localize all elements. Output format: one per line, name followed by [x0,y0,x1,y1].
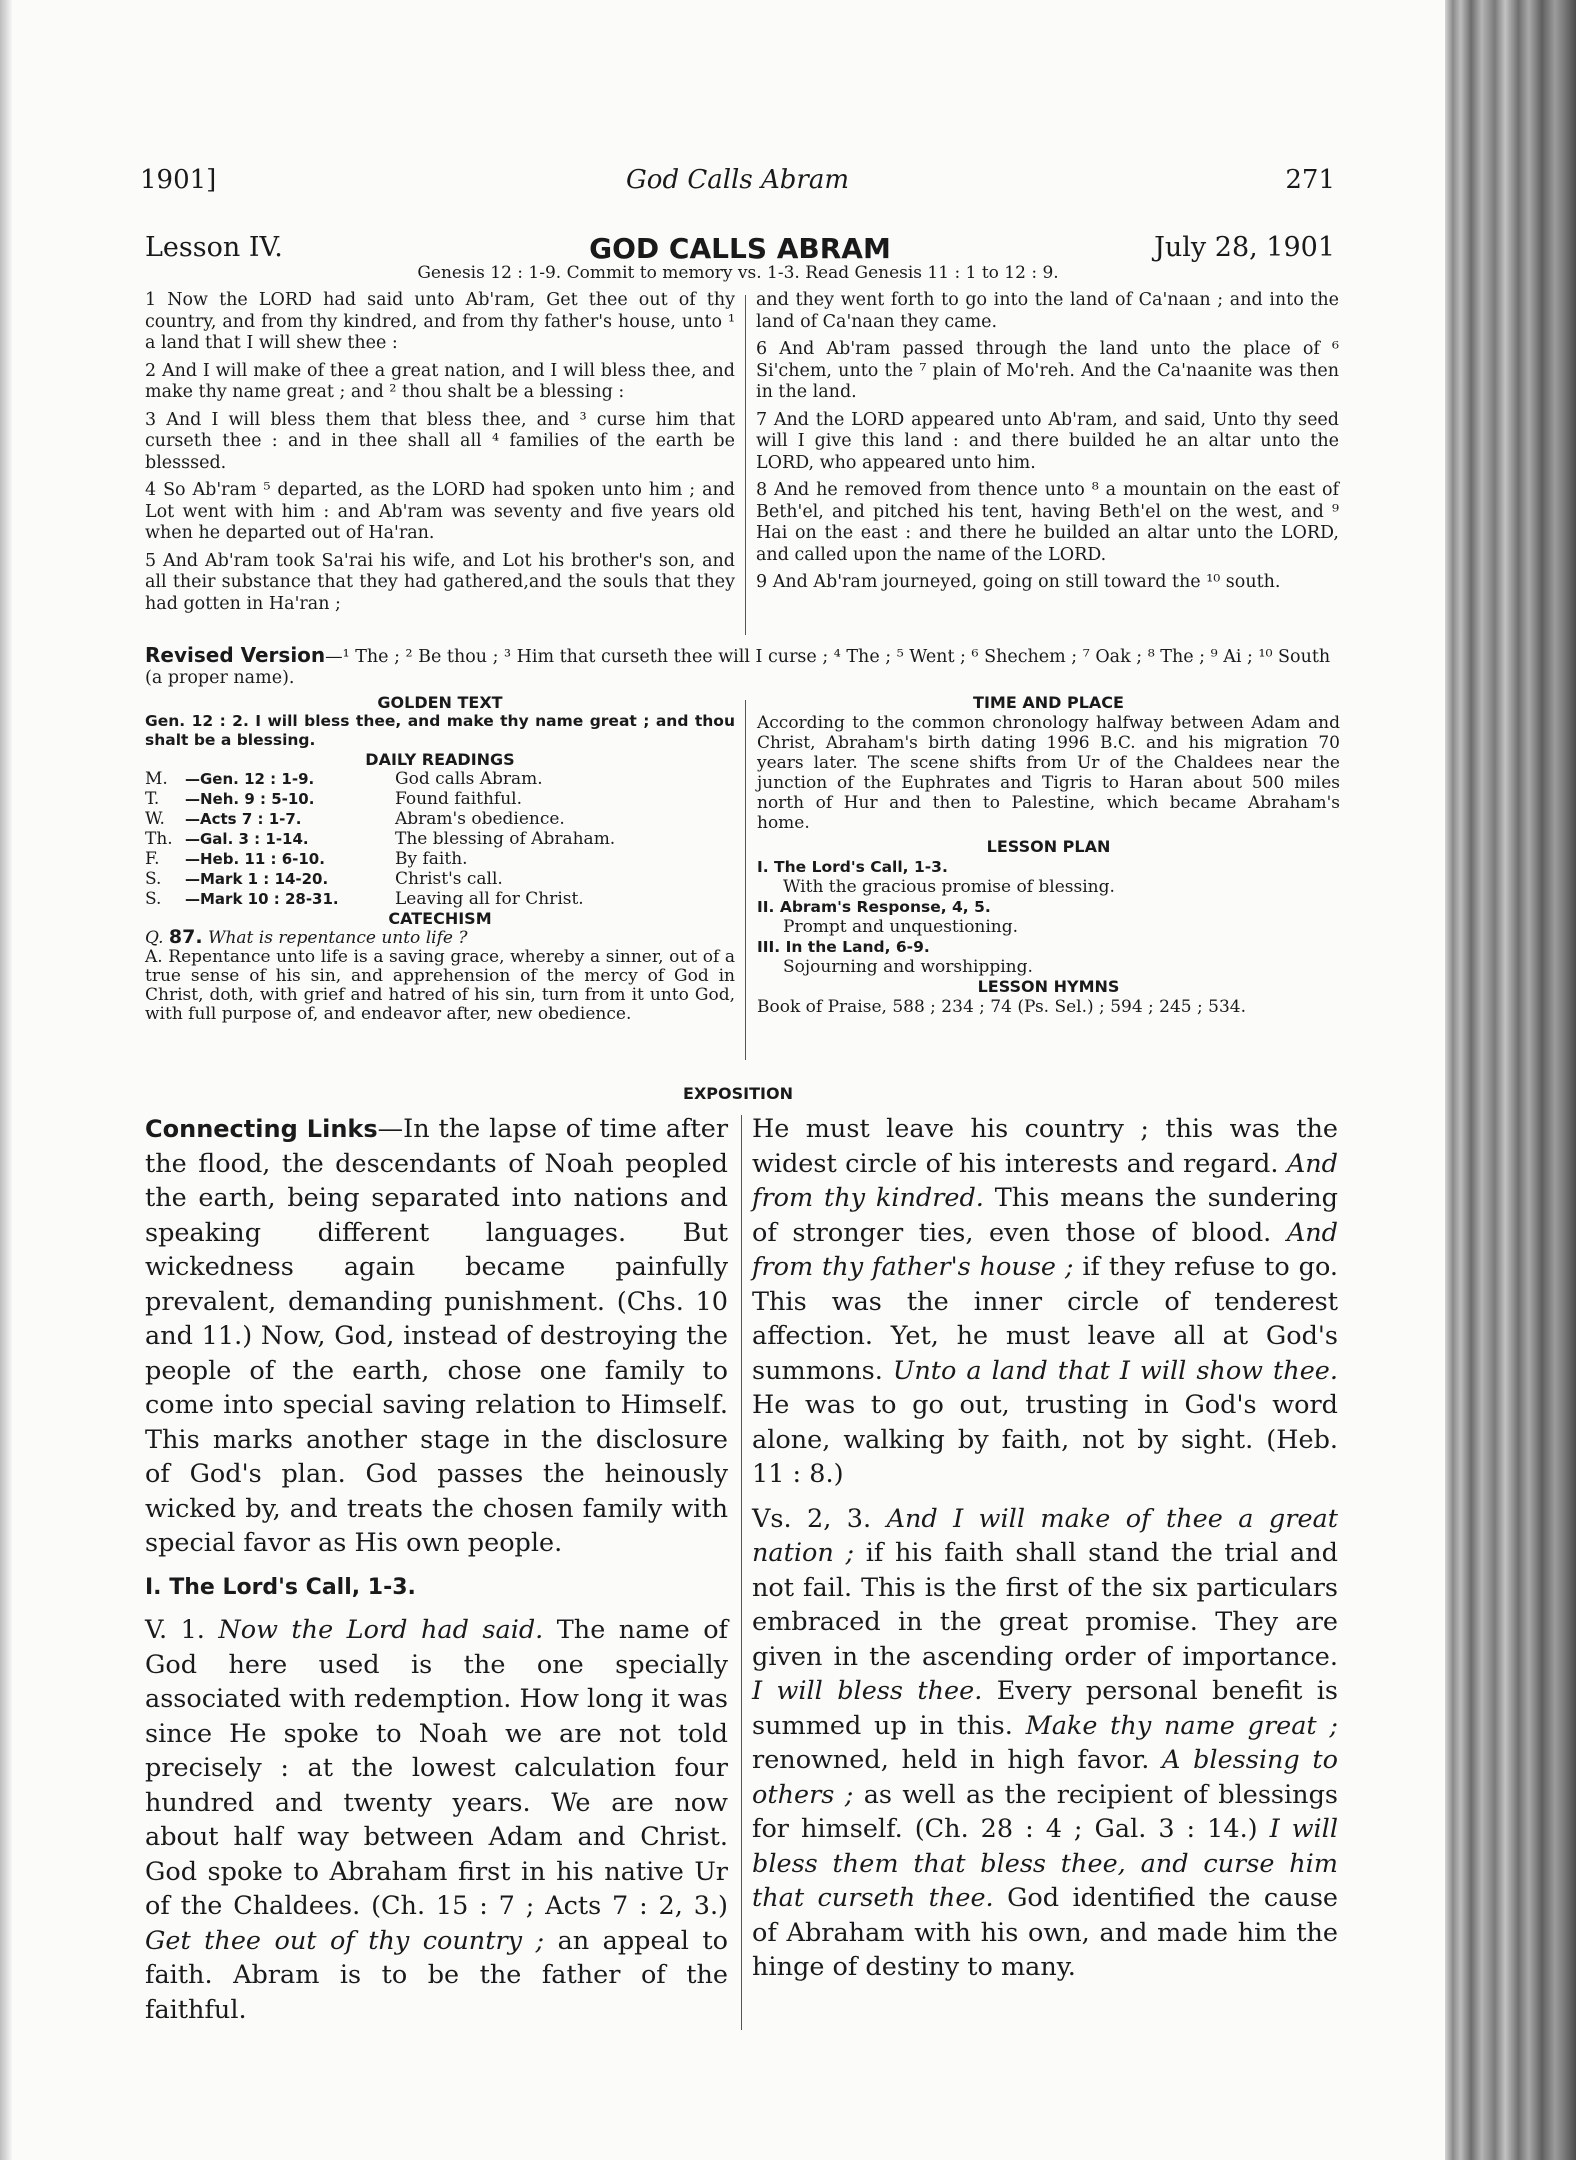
question-number: 87. [168,926,203,948]
lesson-number: Lesson IV. [145,232,283,263]
verse-lead: V. 1. [145,1615,205,1645]
catechism-heading: CATECHISM [388,909,492,928]
lesson-hymns-text: Book of Praise, 588 ; 234 ; 74 (Ps. Sel.) ; 594 ; 245 ; 534. [757,997,1247,1017]
commentary-text: if they refuse to go. This was the inner circle of tenderest affection. Yet, he must leave all at God's summons. [752,1252,1338,1386]
reading-day: S. [145,869,162,889]
lesson-date: July 28, 1901 [1154,232,1335,263]
column-divider [741,1115,742,2030]
reading-title: Christ's call. [395,869,503,889]
verse-quote: Make thy name great ; [1025,1710,1339,1741]
reading-title: Leaving all for Christ. [395,889,584,909]
scripture-verse: 3 And I will bless them that bless thee, and ³ curse him that curseth thee : and in thee shall all ⁴ families of the earth be blesssed. [145,409,735,473]
verse-lead: Vs. 2, 3. [752,1503,872,1534]
connecting-links-title: Connecting Links [145,1115,378,1143]
scripture-left-column [145,290,735,621]
exposition-heading: EXPOSITION [683,1084,793,1103]
table-row [145,889,615,909]
gutter-shadow [0,0,12,2160]
header-year: 1901] [140,165,217,195]
table-row [145,869,615,889]
commentary-text: This means the sundering of stronger ties, even those of blood. [752,1183,1339,1248]
reading-day: S. [145,889,162,909]
exposition-right-column [752,1112,1338,1995]
commentary-text: God identified the cause of Abraham with his own, and made him the hinge of destiny to many. [752,1883,1338,1982]
commentary-text: He must leave his country ; this was the widest circle of his interests and regard. [752,1114,1338,1179]
time-place-heading: TIME AND PLACE [973,693,1124,712]
reading-ref: —Gal. 3 : 1-14. [185,830,309,848]
question-text: What is repentance unto life ? [207,928,468,948]
commentary-text: if his faith shall stand the trial and not fail. This is the first of the six particulars embraced in the great promise. They are given in the ascending order of importance. [752,1538,1338,1672]
scripture-verse: 1 Now the LORD had said unto Ab'ram, Get thee out of thy country, and from thy kindred, and from thy father's house, unto ¹ a land that I will shew thee : [145,290,735,353]
daily-readings-table [145,769,615,909]
reading-day: T. [145,789,160,809]
verse-commentary [752,1112,1338,1492]
time-place-text: According to the common chronology halfway between Adam and Christ, Abraham's birth dating 1996 B.C. and his migration 70 years later. The scene shifts from Ur of the Chaldees near the junction of the Euphrates and Tigris to Haran about 500 miles north of Hur and then to Palestine, which became Abraham's home. [757,713,1340,833]
commentary-text: an appeal to faith. Abram is to be the father of the faithful. [145,1925,728,2025]
revised-version-notes [145,645,1340,689]
question-label: Q. [145,928,164,948]
reading-title: Found faithful. [395,789,523,809]
reading-title: By faith. [395,849,468,869]
verse-commentary [145,1613,728,2027]
reading-title: Abram's obedience. [395,809,565,829]
revised-version-label: Revised Version [145,643,326,667]
reading-title: The blessing of Abraham. [395,829,616,849]
exposition-left-column [145,1112,728,2037]
lesson-plan-sub: Sojourning and worshipping. [783,957,1033,977]
scripture-verse: 4 So Ab'ram ⁵ departed, as the LORD had spoken unto him ; and Lot went with him : and Ab'ram was seventy and five years old when he departed out of Ha'ran. [145,480,735,543]
golden-text: Gen. 12 : 2. I will bless thee, and make thy name great ; and thou shalt be a blessing. [145,712,735,749]
lesson-plan-sub: Prompt and unquestioning. [783,917,1019,937]
scripture-verse: 9 And Ab'ram journeyed, going on still toward the ¹⁰ south. [756,572,1281,592]
verse-quote: I will bless thee. [752,1676,983,1706]
connecting-links-text: —In the lapse of time after the flood, the descendants of Noah peopled the earth, being separated into nations and speaking different languages. But wickedness again became painfully prevalent, demanding punishment. (Chs. 10 and 11.) Now, God, instead of destroying the people of the earth, chose one family to come into special saving relation to Himself. This marks another stage in the disclosure of God's plan. God passes the heinously wicked by, and treats the chosen family with special favor as His own people. [145,1114,729,1558]
reading-title: God calls Abram. [395,769,543,789]
verse-quote: And I will make of thee a great nation ; [752,1503,1338,1568]
daily-readings-heading: DAILY READINGS [365,750,515,769]
table-row [145,829,615,849]
scripture-verse: and they went forth to go into the land of Ca'naan ; and into the land of Ca'naan they came. [756,290,1339,332]
reading-day: W. [145,809,165,829]
table-row [145,769,615,789]
section-heading: I. The Lord's Call, 1-3. [145,1574,416,1600]
time-and-place-box [757,693,1340,1021]
lesson-hymns-heading: LESSON HYMNS [977,977,1120,996]
lesson-plan-item: II. Abram's Response, 4, 5. [757,898,991,916]
golden-text-box [145,693,735,1024]
column-divider [745,295,746,635]
page-number: 271 [1285,165,1335,195]
lesson-title: GOD CALLS ABRAM [589,232,891,265]
lesson-plan-sub: With the gracious promise of blessing. [783,877,1115,897]
reading-day: M. [145,769,168,789]
scripture-right-column [756,290,1339,600]
header-title: God Calls Abram [626,165,849,195]
reading-ref: —Gen. 12 : 1-9. [185,770,315,788]
reading-ref: —Mark 1 : 14-20. [185,870,329,888]
verse-quote: A blessing to others ; [752,1745,1339,1810]
verse-quote: Unto a land that I will show thee. [892,1355,1338,1386]
connecting-links-paragraph [145,1112,728,1561]
lesson-plan-item: I. The Lord's Call, 1-3. [757,858,948,876]
running-header [140,165,1335,205]
verse-quote: And from thy father's house ; [752,1217,1338,1282]
page-edges [1445,0,1576,2160]
commentary-text: The name of God here used is the one specially associated with redemption. How long it was since He spoke to Noah we are not told precisely : at the lowest calculation four hundred and twenty years. We are now about half way between Adam and Christ. God spoke to Abraham first in his native Ur of the Chaldees. (Ch. 15 : 7 ; Acts 7 : 2, 3.) [145,1615,728,1921]
scripture-verse: 6 And Ab'ram passed through the land unto the place of ⁶ Si'chem, unto the ⁷ plain of Mo'reh. And the Ca'naanite was then in the land. [756,339,1339,402]
reading-day: Th. [145,829,173,849]
commentary-text: renowned, held in high favor. [752,1745,1150,1775]
verse-quote: Get thee out of thy country ; [145,1925,545,1956]
reading-ref: —Neh. 9 : 5-10. [185,790,315,808]
table-row [145,789,615,809]
verse-commentary [752,1502,1338,1985]
commentary-text: as well as the recipient of blessings for himself. (Ch. 28 : 4 ; Gal. 3 : 14.) [752,1779,1338,1844]
column-divider [745,700,746,1060]
verse-quote: Now the Lord had said. [218,1615,544,1645]
commentary-text: He was to go out, trusting in God's word alone, walking by faith, not by sight. (Heb. 11 : 8.) [752,1390,1338,1489]
verse-quote: And from thy kindred. [752,1148,1338,1213]
commentary-text: Every personal benefit is summed up in this. [752,1676,1339,1741]
reading-ref: —Acts 7 : 1-7. [185,810,302,828]
table-row [145,849,615,869]
reading-ref: —Mark 10 : 28-31. [185,890,339,908]
table-row [145,809,615,829]
reading-reference: Genesis 12 : 1-9. Commit to memory vs. 1-3. Read Genesis 11 : 1 to 12 : 9. [417,263,1059,283]
catechism-answer: A. Repentance unto life is a saving grace, whereby a sinner, out of a true sense of his sin, and apprehension of the mercy of God in Christ, doth, with grief and hatred of his sin, turn from it unto God, with full purpose of, and endeavor after, new obedience. [145,947,735,1024]
lesson-plan-heading: LESSON PLAN [986,837,1111,856]
revised-version-text: —¹ The ; ² Be thou ; ³ Him that curseth thee will I curse ; ⁴ The ; ⁵ Went ; ⁶ Shechem ; ⁷ Oak ; ⁸ The ; ⁹ Ai ; ¹⁰ South (a proper name). [145,647,1331,688]
scripture-verse: 5 And Ab'ram took Sa'rai his wife, and Lot his brother's son, and all their substance that they had gathered,and the souls that they had gotten in Ha'ran ; [145,550,735,614]
lesson-plan-item: III. In the Land, 6-9. [757,938,930,956]
scripture-verse: 7 And the LORD appeared unto Ab'ram, and said, Unto thy seed will I give this land : and there builded he an altar unto the LORD, who appeared unto him. [756,409,1339,473]
verse-quote: I will bless them that bless thee, and curse him that curseth thee. [752,1814,1338,1913]
scripture-verse: 8 And he removed from thence unto ⁸ a mountain on the east of Beth'el, and pitched his tent, having Beth'el on the west, and ⁹ Hai on the east : and there he builded an altar unto the LORD, and called upon the name of the LORD. [756,480,1339,565]
reading-ref: —Heb. 11 : 6-10. [185,850,325,868]
reading-day: F. [145,849,160,869]
scripture-verse: 2 And I will make of thee a great nation, and I will bless thee, and make thy name great ; and ² thou shalt be a blessing : [145,360,735,402]
catechism-question [145,928,735,948]
golden-text-heading: GOLDEN TEXT [377,693,503,712]
